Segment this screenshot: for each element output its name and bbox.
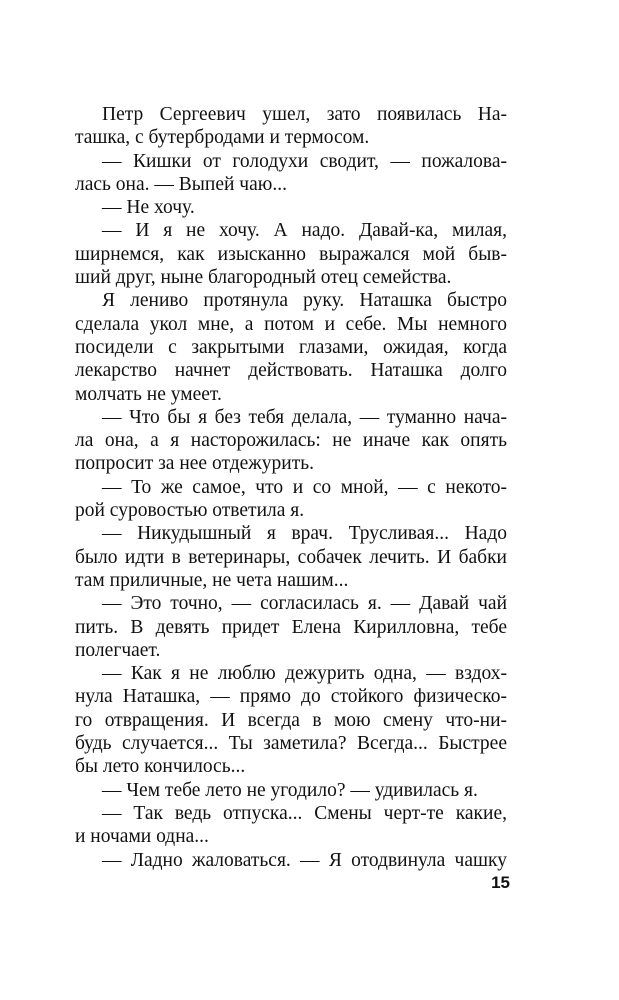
text-line: ший друг, ныне благородный отец семейства. <box>75 267 452 289</box>
text-line: и ночами одна... <box>75 826 209 848</box>
text-line: — Так ведь отпуска... Смены черт-те какие, <box>102 802 507 824</box>
text-line: там приличные, не чета нашим... <box>75 569 349 591</box>
text-line: посидели с закрытыми глазами, ожидая, когда <box>75 336 507 358</box>
text-line: лекарство начнет действовать. Наташка долго <box>75 360 507 382</box>
text-line: — Чем тебе лето не угодило? — удивилась я. <box>102 779 478 801</box>
text-line: полегчает. <box>75 639 161 661</box>
text-line: было идти в ветеринары, собачек лечить. И бабки <box>75 546 507 568</box>
text-line: попросит за нее отдежурить. <box>75 453 314 475</box>
text-line: — Ладно жаловаться. — Я отодвинула чашку <box>102 849 507 871</box>
text-line: — То же самое, что и со мной, — с некото- <box>102 476 507 498</box>
text-line: — Это точно, — согласилась я. — Давай чай <box>102 593 507 615</box>
text-line: ширнемся, как изысканно выражался мой быв- <box>75 243 507 265</box>
text-line: ла она, а я насторожилась: не иначе как опять <box>75 430 507 452</box>
text-line: Петр Сергеевич ушел, зато появилась На- <box>102 104 507 125</box>
text-line: ташка, с бутербродами и термосом. <box>75 127 370 149</box>
text-line: Я лениво протянула руку. Наташка быстро <box>102 290 507 312</box>
text-line: молчать не умеет. <box>75 383 222 405</box>
text-line: — Как я не люблю дежурить одна, — вздох- <box>102 663 507 685</box>
text-line: рой суровостью ответила я. <box>75 500 305 522</box>
body-text <box>75 103 507 872</box>
text-line: нула Наташка, — прямо до стойкого физическо- <box>75 686 507 708</box>
text-line: — Кишки от голодухи сводит, — пожалова- <box>102 150 507 172</box>
text-line: — И я не хочу. А надо. Давай-ка, милая, <box>102 220 507 242</box>
text-line: сделала укол мне, а потом и себе. Мы немного <box>75 313 507 335</box>
text-line: — Не хочу. <box>102 197 195 219</box>
text-line: будь случается... Ты заметила? Всегда... Быстрее <box>75 733 507 755</box>
text-line: го отвращения. И всегда в мою смену что-ни- <box>75 709 507 731</box>
text-line: — Что бы я без тебя делала, — туманно нача- <box>102 406 507 428</box>
text-line: бы лето кончилось... <box>75 756 246 778</box>
text-line: лась она. — Выпей чаю... <box>75 173 287 195</box>
text-line: пить. В девять придет Елена Кирилловна, тебе <box>75 616 507 638</box>
page-number: 15 <box>491 873 510 892</box>
text-line: — Никудышный я врач. Трусливая... Надо <box>102 523 507 545</box>
